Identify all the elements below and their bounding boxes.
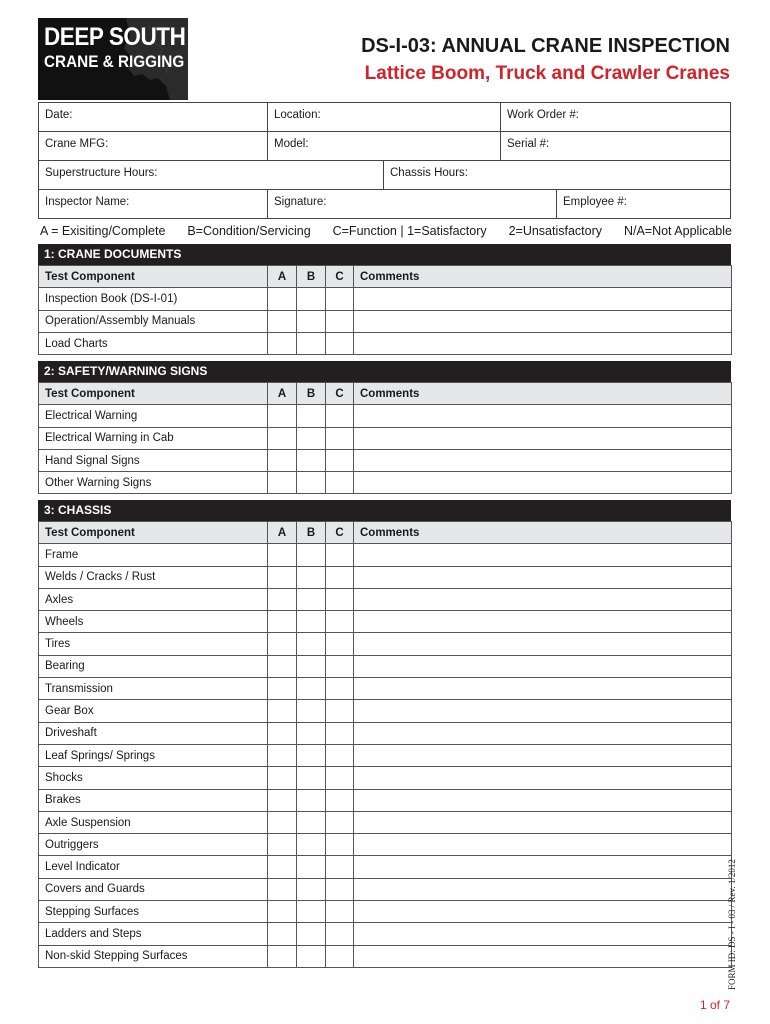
section-title: 1: CRANE DOCUMENTS xyxy=(38,244,731,265)
a-cell[interactable] xyxy=(268,655,297,677)
a-cell[interactable] xyxy=(268,878,297,900)
comments-cell[interactable] xyxy=(354,588,732,610)
inspection-table xyxy=(38,521,732,968)
b-cell[interactable] xyxy=(297,588,326,610)
comments-cell[interactable] xyxy=(354,901,732,923)
table-row xyxy=(39,449,732,471)
a-cell[interactable] xyxy=(268,901,297,923)
table-row xyxy=(39,472,732,494)
b-cell[interactable] xyxy=(297,923,326,945)
a-cell[interactable] xyxy=(268,923,297,945)
comments-cell[interactable] xyxy=(354,945,732,967)
c-cell[interactable] xyxy=(326,945,354,967)
component-label: Operation/Assembly Manuals xyxy=(39,310,268,332)
table-row xyxy=(39,923,732,945)
b-cell[interactable] xyxy=(297,945,326,967)
col-header-b: B xyxy=(297,266,326,288)
form-id: FORM ID: DS - I - 03 / Rev. 1/2012 xyxy=(727,859,737,990)
a-cell[interactable] xyxy=(268,700,297,722)
a-cell[interactable] xyxy=(268,566,297,588)
comments-cell[interactable] xyxy=(354,332,732,354)
comments-cell[interactable] xyxy=(354,633,732,655)
table-row xyxy=(39,945,732,967)
comments-cell[interactable] xyxy=(354,472,732,494)
rating-legend xyxy=(40,224,732,238)
b-cell[interactable] xyxy=(297,744,326,766)
table-row xyxy=(39,588,732,610)
col-header-component: Test Component xyxy=(39,383,268,405)
section-2 xyxy=(38,361,731,494)
table-row xyxy=(39,566,732,588)
b-cell[interactable] xyxy=(297,811,326,833)
component-label: Inspection Book (DS-I-01) xyxy=(39,288,268,310)
a-cell[interactable] xyxy=(268,288,297,310)
signature-field[interactable]: Signature: xyxy=(268,190,557,218)
component-label: Axles xyxy=(39,588,268,610)
comments-cell[interactable] xyxy=(354,789,732,811)
b-cell[interactable] xyxy=(297,856,326,878)
col-header-a: A xyxy=(268,266,297,288)
b-cell[interactable] xyxy=(297,449,326,471)
form-subtitle: Lattice Boom, Truck and Crawler Cranes xyxy=(364,63,730,84)
location-field[interactable]: Location: xyxy=(268,103,501,131)
c-cell[interactable] xyxy=(326,405,354,427)
c-cell[interactable] xyxy=(326,700,354,722)
comments-cell[interactable] xyxy=(354,722,732,744)
c-cell[interactable] xyxy=(326,834,354,856)
comments-cell[interactable] xyxy=(354,856,732,878)
b-cell[interactable] xyxy=(297,405,326,427)
component-label: Covers and Guards xyxy=(39,878,268,900)
component-label: Frame xyxy=(39,544,268,566)
component-label: Shocks xyxy=(39,767,268,789)
info-row-1 xyxy=(39,102,730,131)
b-cell[interactable] xyxy=(297,789,326,811)
info-row-3 xyxy=(39,160,730,189)
comments-cell[interactable] xyxy=(354,310,732,332)
b-cell[interactable] xyxy=(297,700,326,722)
page-number: 1 of 7 xyxy=(699,998,730,1012)
company-logo xyxy=(38,18,188,100)
table-row xyxy=(39,856,732,878)
section-3 xyxy=(38,500,731,968)
b-cell[interactable] xyxy=(297,566,326,588)
table-row xyxy=(39,744,732,766)
crane-mfg-field[interactable]: Crane MFG: xyxy=(39,132,268,160)
c-cell[interactable] xyxy=(326,856,354,878)
c-cell[interactable] xyxy=(326,923,354,945)
employee-number-field[interactable]: Employee #: xyxy=(563,196,627,208)
col-header-c: C xyxy=(326,266,354,288)
comments-cell[interactable] xyxy=(354,449,732,471)
c-cell[interactable] xyxy=(326,901,354,923)
component-label: Hand Signal Signs xyxy=(39,449,268,471)
a-cell[interactable] xyxy=(268,811,297,833)
b-cell[interactable] xyxy=(297,288,326,310)
component-label: Ladders and Steps xyxy=(39,923,268,945)
b-cell[interactable] xyxy=(297,427,326,449)
component-label: Transmission xyxy=(39,678,268,700)
comments-cell[interactable] xyxy=(354,923,732,945)
table-row xyxy=(39,633,732,655)
component-label: Electrical Warning xyxy=(39,405,268,427)
table-row xyxy=(39,427,732,449)
col-header-b: B xyxy=(297,522,326,544)
table-row xyxy=(39,655,732,677)
table-row xyxy=(39,611,732,633)
col-header-component: Test Component xyxy=(39,266,268,288)
b-cell[interactable] xyxy=(297,544,326,566)
c-cell[interactable] xyxy=(326,332,354,354)
legend-item: N/A=Not Applicable xyxy=(623,224,732,238)
col-header-comments: Comments xyxy=(354,266,732,288)
date-field[interactable]: Date: xyxy=(39,103,268,131)
a-cell[interactable] xyxy=(268,767,297,789)
c-cell[interactable] xyxy=(326,449,354,471)
c-cell[interactable] xyxy=(326,767,354,789)
a-cell[interactable] xyxy=(268,427,297,449)
component-label: Load Charts xyxy=(39,332,268,354)
a-cell[interactable] xyxy=(268,789,297,811)
logo-line-1: DEEP SOUTH xyxy=(44,23,186,51)
b-cell[interactable] xyxy=(297,472,326,494)
a-cell[interactable] xyxy=(268,472,297,494)
comments-cell[interactable] xyxy=(354,566,732,588)
component-label: Electrical Warning in Cab xyxy=(39,427,268,449)
c-cell[interactable] xyxy=(326,310,354,332)
model-field[interactable]: Model: xyxy=(268,132,501,160)
b-cell[interactable] xyxy=(297,901,326,923)
a-cell[interactable] xyxy=(268,310,297,332)
component-label: Gear Box xyxy=(39,700,268,722)
b-cell[interactable] xyxy=(297,310,326,332)
table-row xyxy=(39,288,732,310)
a-cell[interactable] xyxy=(268,856,297,878)
table-row xyxy=(39,544,732,566)
comments-cell[interactable] xyxy=(354,878,732,900)
col-header-component: Test Component xyxy=(39,522,268,544)
col-header-a: A xyxy=(268,522,297,544)
comments-cell[interactable] xyxy=(354,655,732,677)
legend-item: A = Exisiting/Complete xyxy=(40,224,166,238)
comments-cell[interactable] xyxy=(354,288,732,310)
a-cell[interactable] xyxy=(268,544,297,566)
b-cell[interactable] xyxy=(297,767,326,789)
component-label: Non-skid Stepping Surfaces xyxy=(39,945,268,967)
b-cell[interactable] xyxy=(297,722,326,744)
c-cell[interactable] xyxy=(326,544,354,566)
info-row-4 xyxy=(39,189,730,218)
c-cell[interactable] xyxy=(326,588,354,610)
a-cell[interactable] xyxy=(268,722,297,744)
a-cell[interactable] xyxy=(268,744,297,766)
table-row xyxy=(39,722,732,744)
b-cell[interactable] xyxy=(297,655,326,677)
a-cell[interactable] xyxy=(268,611,297,633)
table-row xyxy=(39,878,732,900)
table-row xyxy=(39,901,732,923)
inspection-table xyxy=(38,265,732,355)
inspection-table xyxy=(38,382,732,494)
info-row-2 xyxy=(39,131,730,160)
component-label: Leaf Springs/ Springs xyxy=(39,744,268,766)
comments-cell[interactable] xyxy=(354,744,732,766)
col-header-c: C xyxy=(326,383,354,405)
b-cell[interactable] xyxy=(297,611,326,633)
b-cell[interactable] xyxy=(297,633,326,655)
c-cell[interactable] xyxy=(326,288,354,310)
table-row xyxy=(39,700,732,722)
c-cell[interactable] xyxy=(326,678,354,700)
component-label: Axle Suspension xyxy=(39,811,268,833)
a-cell[interactable] xyxy=(268,678,297,700)
comments-cell[interactable] xyxy=(354,678,732,700)
b-cell[interactable] xyxy=(297,678,326,700)
section-title: 3: CHASSIS xyxy=(38,500,731,521)
c-cell[interactable] xyxy=(326,472,354,494)
comments-cell[interactable] xyxy=(354,405,732,427)
comments-cell[interactable] xyxy=(354,834,732,856)
chassis-hours-field[interactable]: Chassis Hours: xyxy=(390,167,468,179)
section-1 xyxy=(38,244,731,355)
comments-cell[interactable] xyxy=(354,427,732,449)
work-order-field[interactable]: Work Order #: xyxy=(507,109,579,121)
col-header-comments: Comments xyxy=(354,522,732,544)
col-header-c: C xyxy=(326,522,354,544)
legend-item: B=Condition/Servicing xyxy=(187,224,311,238)
table-row xyxy=(39,678,732,700)
b-cell[interactable] xyxy=(297,332,326,354)
table-row xyxy=(39,310,732,332)
table-row xyxy=(39,834,732,856)
col-header-comments: Comments xyxy=(354,383,732,405)
column-header-row xyxy=(39,522,732,544)
table-row xyxy=(39,767,732,789)
c-cell[interactable] xyxy=(326,878,354,900)
superstructure-hours-field[interactable]: Superstructure Hours: xyxy=(39,161,384,189)
table-row xyxy=(39,332,732,354)
component-label: Tires xyxy=(39,633,268,655)
a-cell[interactable] xyxy=(268,405,297,427)
serial-field[interactable]: Serial #: xyxy=(507,138,550,150)
component-label: Welds / Cracks / Rust xyxy=(39,566,268,588)
comments-cell[interactable] xyxy=(354,544,732,566)
c-cell[interactable] xyxy=(326,566,354,588)
b-cell[interactable] xyxy=(297,834,326,856)
c-cell[interactable] xyxy=(326,427,354,449)
table-row xyxy=(39,405,732,427)
table-row xyxy=(39,789,732,811)
comments-cell[interactable] xyxy=(354,767,732,789)
table-row xyxy=(39,811,732,833)
col-header-a: A xyxy=(268,383,297,405)
legend-item: 2=Unsatisfactory xyxy=(508,224,603,238)
col-header-b: B xyxy=(297,383,326,405)
section-title: 2: SAFETY/WARNING SIGNS xyxy=(38,361,731,382)
c-cell[interactable] xyxy=(326,655,354,677)
form-title: DS-I-03: ANNUAL CRANE INSPECTION xyxy=(361,35,730,57)
comments-cell[interactable] xyxy=(354,611,732,633)
c-cell[interactable] xyxy=(326,722,354,744)
component-label: Stepping Surfaces xyxy=(39,901,268,923)
c-cell[interactable] xyxy=(326,789,354,811)
legend-item: C=Function | 1=Satisfactory xyxy=(332,224,487,238)
comments-cell[interactable] xyxy=(354,700,732,722)
comments-cell[interactable] xyxy=(354,811,732,833)
component-label: Other Warning Signs xyxy=(39,472,268,494)
a-cell[interactable] xyxy=(268,834,297,856)
c-cell[interactable] xyxy=(326,811,354,833)
component-label: Bearing xyxy=(39,655,268,677)
component-label: Wheels xyxy=(39,611,268,633)
a-cell[interactable] xyxy=(268,588,297,610)
logo-line-2: CRANE & RIGGING xyxy=(44,52,185,71)
column-header-row xyxy=(39,266,732,288)
component-label: Level Indicator xyxy=(39,856,268,878)
a-cell[interactable] xyxy=(268,945,297,967)
c-cell[interactable] xyxy=(326,744,354,766)
inspection-info-table xyxy=(38,102,731,219)
component-label: Brakes xyxy=(39,789,268,811)
b-cell[interactable] xyxy=(297,878,326,900)
component-label: Driveshaft xyxy=(39,722,268,744)
column-header-row xyxy=(39,383,732,405)
c-cell[interactable] xyxy=(326,633,354,655)
inspector-name-field[interactable]: Inspector Name: xyxy=(39,190,268,218)
a-cell[interactable] xyxy=(268,633,297,655)
a-cell[interactable] xyxy=(268,332,297,354)
c-cell[interactable] xyxy=(326,611,354,633)
component-label: Outriggers xyxy=(39,834,268,856)
a-cell[interactable] xyxy=(268,449,297,471)
